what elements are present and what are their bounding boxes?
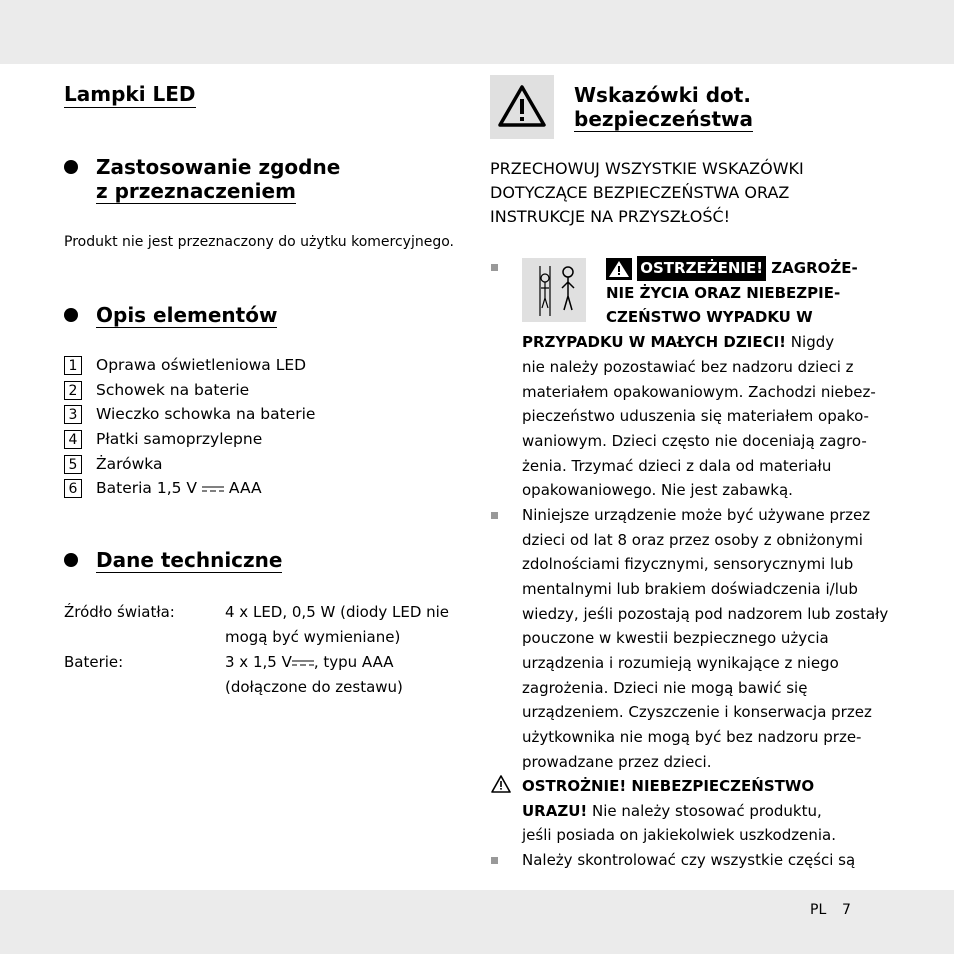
bullet2-line: pouczone w kwestii bezpiecznego użycia — [522, 629, 829, 647]
part-label: Oprawa oświetleniowa LED — [96, 356, 307, 374]
warning1-line: nie należy pozostawiać bez nadzoru dzieci z — [522, 358, 854, 376]
part-label: Żarówka — [96, 455, 163, 473]
footer-language: PL — [810, 902, 827, 918]
caution-line: URAZU! Nie należy stosować produktu, — [522, 802, 822, 820]
tech-value: 4 x LED, 0,5 W (diody LED nie — [225, 603, 450, 621]
part-label: Bateria 1,5 V AAA — [96, 479, 262, 497]
warning1-line: pieczeństwo uduszenia się materiałem opako- — [522, 407, 869, 425]
part-number: 5 — [64, 455, 82, 474]
part-number: 1 — [64, 356, 82, 375]
bullet2-line: urządzeniem. Czyszczenie i konserwacja przez — [522, 703, 872, 721]
top-band — [0, 0, 954, 64]
tech-value: 3 x 1,5 V , typu AAA — [225, 653, 394, 671]
bullet2-line: urządzenia i rozumieją wynikające z niego — [522, 654, 839, 672]
bullet2-line: prowadzane przez dzieci. — [522, 753, 712, 771]
warning1-line: PRZYPADKU W MAŁYCH DZIECI! Nigdy — [522, 333, 835, 351]
bullet3-line: Należy skontrolować czy wszystkie części są — [522, 851, 856, 869]
dc-symbol-icon — [202, 485, 224, 493]
bullet-dot — [64, 553, 78, 567]
warning1-line: opakowaniowego. Nie jest zabawką. — [522, 481, 793, 499]
bullet2-line: dzieci od lat 8 oraz przez osoby z obniżonymi — [522, 531, 863, 549]
bullet-dot — [64, 160, 78, 174]
warning1-head: OSTRZEŻENIE! ZAGROŻE- — [606, 256, 858, 281]
caution-line: jeśli posiada on jakiekolwiek uszkodzenia. — [522, 826, 836, 844]
bullet2-line: użytkownika nie mogą być bez nadzoru prze- — [522, 728, 862, 746]
part-number: 4 — [64, 430, 82, 449]
intended-use-text: Produkt nie jest przeznaczony do użytku komercyjnego. — [64, 234, 454, 250]
bullet-square — [491, 857, 498, 864]
bullet2-line: mentalnymi lub brakiem doświadczenia i/lub — [522, 580, 858, 598]
warning1-line: waniowym. Dzieci często nie doceniają zagro- — [522, 432, 867, 450]
bullet-square — [491, 264, 498, 271]
caution-line: OSTROŻNIE! NIEBEZPIECZEŃSTWO — [522, 777, 815, 795]
part-label: Płatki samoprzylepne — [96, 430, 263, 448]
child-hazard-icon — [522, 258, 586, 322]
child-warning-icon-box — [522, 258, 586, 322]
page-number: 7 — [842, 902, 851, 918]
tech-key: Baterie: — [64, 653, 124, 671]
section-heading-parts: Opis elementów — [96, 303, 278, 327]
bullet2-line: zdolnościami fizycznymi, sensorycznymi lub — [522, 555, 854, 573]
caution-triangle-icon — [490, 774, 512, 794]
bullet-dot — [64, 308, 78, 322]
warning-badge: OSTRZEŻENIE! — [637, 256, 766, 281]
warning-icon-box — [490, 75, 554, 139]
section-heading-intended-use: Zastosowanie zgodne z przeznaczeniem — [96, 155, 341, 203]
warning1-line: materiałem opakowaniowym. Zachodzi niebez- — [522, 383, 876, 401]
bullet2-line: Niniejsze urządzenie może być używane przez — [522, 506, 871, 524]
part-number: 2 — [64, 381, 82, 400]
section-heading-technical-data: Dane techniczne — [96, 548, 283, 572]
bottom-band — [0, 890, 954, 954]
dc-symbol-icon — [292, 659, 314, 667]
safety-heading: Wskazówki dot. bezpieczeństwa — [574, 83, 753, 131]
part-label: Wieczko schowka na baterie — [96, 405, 316, 423]
warning1-line: CZEŃSTWO WYPADKU W — [606, 308, 813, 326]
warning1-line: NIE ŻYCIA ORAZ NIEBEZPIE- — [606, 284, 841, 302]
tech-value: mogą być wymieniane) — [225, 628, 401, 646]
tech-value: (dołączone do zestawu) — [225, 678, 403, 696]
safety-intro: PRZECHOWUJ WSZYSTKIE WSKAZÓWKI DOTYCZĄCE BEZPIECZEŃSTWA ORAZ INSTRUKCJE NA PRZYSZŁOŚĆ! — [490, 159, 804, 226]
tech-key: Źródło światła: — [64, 603, 175, 621]
warning-triangle-icon — [490, 75, 554, 139]
warning-triangle-icon — [606, 258, 632, 280]
warning1-line: żenia. Trzymać dzieci z dala od materiału — [522, 457, 832, 475]
bullet2-line: wiedzy, jeśli pozostają pod nadzorem lub zostały — [522, 605, 889, 623]
bullet2-line: zagrożenia. Dzieci nie mogą bawić się — [522, 679, 808, 697]
part-number: 3 — [64, 405, 82, 424]
part-number: 6 — [64, 479, 82, 498]
bullet-square — [491, 512, 498, 519]
page-title: Lampki LED — [64, 82, 196, 106]
part-label: Schowek na baterie — [96, 381, 250, 399]
